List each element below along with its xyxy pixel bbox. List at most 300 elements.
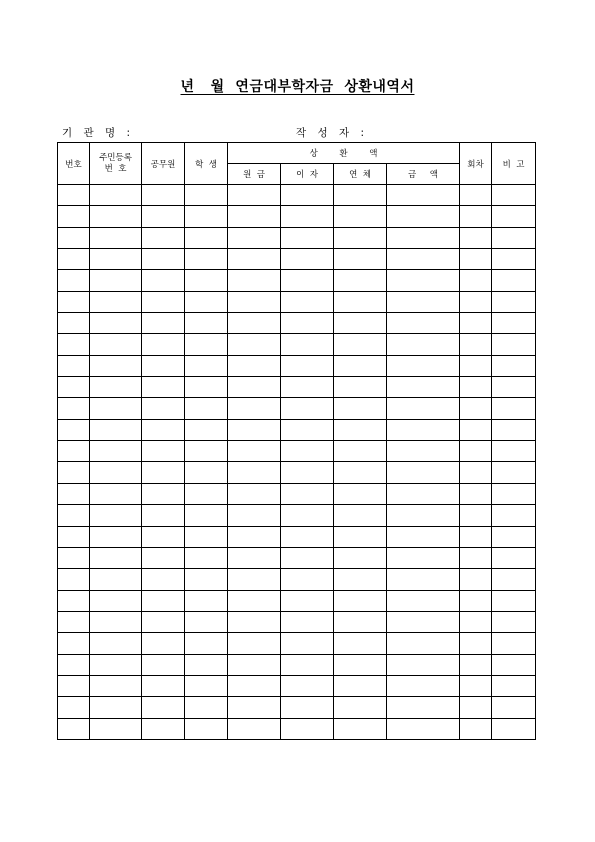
cell-interest <box>281 590 334 611</box>
cell-installment <box>460 185 492 206</box>
cell-civil-servant <box>142 313 185 334</box>
cell-civil-servant <box>142 227 185 248</box>
table-row <box>58 441 536 462</box>
table-row <box>58 227 536 248</box>
cell-amount <box>387 291 460 312</box>
cell-installment <box>460 718 492 739</box>
cell-number <box>58 419 90 440</box>
cell-principal <box>228 419 281 440</box>
cell-interest <box>281 355 334 376</box>
cell-overdue <box>334 398 387 419</box>
cell-resident-number <box>90 483 142 504</box>
cell-student <box>185 227 228 248</box>
cell-resident-number <box>90 590 142 611</box>
cell-resident-number <box>90 462 142 483</box>
cell-student <box>185 675 228 696</box>
cell-principal <box>228 697 281 718</box>
cell-resident-number <box>90 526 142 547</box>
cell-installment <box>460 526 492 547</box>
cell-civil-servant <box>142 206 185 227</box>
cell-resident-number <box>90 355 142 376</box>
header-student: 학 생 <box>185 143 228 185</box>
cell-interest <box>281 718 334 739</box>
table-row <box>58 590 536 611</box>
cell-installment <box>460 547 492 568</box>
cell-overdue <box>334 441 387 462</box>
cell-overdue <box>334 505 387 526</box>
cell-installment <box>460 462 492 483</box>
cell-amount <box>387 270 460 291</box>
cell-resident-number <box>90 291 142 312</box>
cell-resident-number <box>90 441 142 462</box>
header-remarks: 비 고 <box>492 143 536 185</box>
cell-number <box>58 249 90 270</box>
table-row <box>58 291 536 312</box>
cell-remarks <box>492 313 536 334</box>
cell-principal <box>228 590 281 611</box>
organization-name-label: 기 관 명 : <box>62 127 134 139</box>
cell-principal <box>228 505 281 526</box>
cell-principal <box>228 526 281 547</box>
cell-remarks <box>492 590 536 611</box>
table-body <box>58 185 536 740</box>
cell-number <box>58 334 90 355</box>
cell-civil-servant <box>142 505 185 526</box>
cell-remarks <box>492 654 536 675</box>
table-row <box>58 270 536 291</box>
cell-remarks <box>492 441 536 462</box>
cell-resident-number <box>90 313 142 334</box>
cell-amount <box>387 398 460 419</box>
cell-student <box>185 313 228 334</box>
cell-remarks <box>492 206 536 227</box>
cell-overdue <box>334 419 387 440</box>
cell-resident-number <box>90 718 142 739</box>
table-row <box>58 185 536 206</box>
cell-amount <box>387 377 460 398</box>
cell-civil-servant <box>142 249 185 270</box>
cell-civil-servant <box>142 185 185 206</box>
cell-principal <box>228 462 281 483</box>
cell-amount <box>387 419 460 440</box>
cell-student <box>185 462 228 483</box>
cell-student <box>185 270 228 291</box>
cell-student <box>185 291 228 312</box>
cell-interest <box>281 419 334 440</box>
cell-civil-servant <box>142 419 185 440</box>
cell-interest <box>281 398 334 419</box>
cell-resident-number <box>90 270 142 291</box>
cell-installment <box>460 611 492 632</box>
cell-student <box>185 398 228 419</box>
cell-principal <box>228 483 281 504</box>
cell-amount <box>387 569 460 590</box>
cell-resident-number <box>90 675 142 696</box>
cell-principal <box>228 206 281 227</box>
cell-remarks <box>492 697 536 718</box>
table-row <box>58 569 536 590</box>
cell-resident-number <box>90 377 142 398</box>
cell-remarks <box>492 526 536 547</box>
cell-resident-number <box>90 654 142 675</box>
cell-principal <box>228 227 281 248</box>
cell-interest <box>281 206 334 227</box>
cell-amount <box>387 633 460 654</box>
cell-installment <box>460 675 492 696</box>
cell-resident-number <box>90 697 142 718</box>
cell-civil-servant <box>142 633 185 654</box>
cell-student <box>185 355 228 376</box>
cell-interest <box>281 313 334 334</box>
cell-remarks <box>492 398 536 419</box>
cell-interest <box>281 611 334 632</box>
cell-number <box>58 462 90 483</box>
cell-overdue <box>334 590 387 611</box>
cell-student <box>185 206 228 227</box>
header-amount: 금 액 <box>387 164 460 185</box>
cell-number <box>58 227 90 248</box>
cell-number <box>58 718 90 739</box>
cell-student <box>185 590 228 611</box>
cell-student <box>185 419 228 440</box>
cell-student <box>185 569 228 590</box>
cell-amount <box>387 675 460 696</box>
table-row <box>58 547 536 568</box>
cell-number <box>58 313 90 334</box>
table-row <box>58 505 536 526</box>
cell-overdue <box>334 227 387 248</box>
cell-principal <box>228 633 281 654</box>
cell-civil-servant <box>142 590 185 611</box>
table-row <box>58 355 536 376</box>
cell-installment <box>460 505 492 526</box>
cell-amount <box>387 206 460 227</box>
cell-civil-servant <box>142 270 185 291</box>
table-row <box>58 398 536 419</box>
cell-student <box>185 483 228 504</box>
cell-resident-number <box>90 249 142 270</box>
cell-installment <box>460 291 492 312</box>
cell-overdue <box>334 462 387 483</box>
cell-overdue <box>334 249 387 270</box>
cell-installment <box>460 633 492 654</box>
cell-overdue <box>334 718 387 739</box>
cell-resident-number <box>90 633 142 654</box>
cell-overdue <box>334 185 387 206</box>
cell-student <box>185 547 228 568</box>
cell-civil-servant <box>142 441 185 462</box>
header-resident-line-2: 번 호 <box>104 163 127 174</box>
cell-amount <box>387 355 460 376</box>
cell-amount <box>387 185 460 206</box>
cell-interest <box>281 185 334 206</box>
cell-interest <box>281 441 334 462</box>
table-row <box>58 334 536 355</box>
cell-remarks <box>492 718 536 739</box>
cell-remarks <box>492 505 536 526</box>
cell-number <box>58 483 90 504</box>
cell-installment <box>460 227 492 248</box>
cell-interest <box>281 291 334 312</box>
cell-principal <box>228 334 281 355</box>
cell-student <box>185 185 228 206</box>
cell-interest <box>281 526 334 547</box>
cell-interest <box>281 227 334 248</box>
cell-amount <box>387 249 460 270</box>
repayment-table <box>57 142 536 740</box>
cell-remarks <box>492 355 536 376</box>
cell-civil-servant <box>142 334 185 355</box>
cell-resident-number <box>90 334 142 355</box>
cell-interest <box>281 675 334 696</box>
cell-overdue <box>334 206 387 227</box>
cell-principal <box>228 185 281 206</box>
cell-installment <box>460 270 492 291</box>
cell-interest <box>281 462 334 483</box>
cell-overdue <box>334 633 387 654</box>
cell-principal <box>228 313 281 334</box>
cell-student <box>185 334 228 355</box>
cell-student <box>185 654 228 675</box>
cell-principal <box>228 547 281 568</box>
cell-principal <box>228 441 281 462</box>
table-row <box>58 206 536 227</box>
cell-number <box>58 377 90 398</box>
cell-amount <box>387 611 460 632</box>
cell-student <box>185 441 228 462</box>
cell-interest <box>281 569 334 590</box>
header-principal: 원 금 <box>228 164 281 185</box>
cell-number <box>58 441 90 462</box>
cell-principal <box>228 398 281 419</box>
cell-remarks <box>492 419 536 440</box>
cell-amount <box>387 526 460 547</box>
cell-remarks <box>492 483 536 504</box>
cell-overdue <box>334 611 387 632</box>
cell-installment <box>460 206 492 227</box>
cell-number <box>58 505 90 526</box>
cell-amount <box>387 718 460 739</box>
cell-number <box>58 270 90 291</box>
author-label: 작 성 자 : <box>296 127 368 139</box>
cell-amount <box>387 441 460 462</box>
cell-installment <box>460 441 492 462</box>
cell-civil-servant <box>142 398 185 419</box>
cell-interest <box>281 249 334 270</box>
cell-resident-number <box>90 611 142 632</box>
cell-interest <box>281 654 334 675</box>
cell-interest <box>281 334 334 355</box>
cell-principal <box>228 377 281 398</box>
cell-civil-servant <box>142 526 185 547</box>
header-interest: 이 자 <box>281 164 334 185</box>
table-row <box>58 675 536 696</box>
cell-interest <box>281 633 334 654</box>
cell-overdue <box>334 526 387 547</box>
table-row <box>58 526 536 547</box>
cell-resident-number <box>90 206 142 227</box>
cell-amount <box>387 227 460 248</box>
cell-resident-number <box>90 185 142 206</box>
cell-remarks <box>492 675 536 696</box>
table-row <box>58 718 536 739</box>
cell-civil-servant <box>142 611 185 632</box>
cell-resident-number <box>90 505 142 526</box>
cell-principal <box>228 611 281 632</box>
table-header-row-1 <box>58 143 536 164</box>
header-number: 번호 <box>58 143 90 185</box>
cell-remarks <box>492 249 536 270</box>
cell-remarks <box>492 270 536 291</box>
cell-overdue <box>334 654 387 675</box>
cell-resident-number <box>90 547 142 568</box>
cell-remarks <box>492 334 536 355</box>
cell-principal <box>228 569 281 590</box>
cell-civil-servant <box>142 291 185 312</box>
cell-number <box>58 398 90 419</box>
table-row <box>58 654 536 675</box>
cell-number <box>58 185 90 206</box>
cell-overdue <box>334 483 387 504</box>
cell-number <box>58 611 90 632</box>
cell-student <box>185 249 228 270</box>
cell-number <box>58 697 90 718</box>
cell-civil-servant <box>142 483 185 504</box>
header-installment: 회차 <box>460 143 492 185</box>
cell-installment <box>460 697 492 718</box>
cell-civil-servant <box>142 718 185 739</box>
cell-student <box>185 697 228 718</box>
cell-amount <box>387 313 460 334</box>
cell-civil-servant <box>142 675 185 696</box>
cell-installment <box>460 419 492 440</box>
cell-student <box>185 718 228 739</box>
cell-principal <box>228 718 281 739</box>
cell-amount <box>387 462 460 483</box>
header-resident-line-1: 주민등록 <box>99 152 132 163</box>
cell-principal <box>228 675 281 696</box>
cell-civil-servant <box>142 355 185 376</box>
cell-student <box>185 611 228 632</box>
cell-installment <box>460 483 492 504</box>
cell-overdue <box>334 313 387 334</box>
cell-number <box>58 355 90 376</box>
cell-number <box>58 654 90 675</box>
cell-student <box>185 526 228 547</box>
cell-remarks <box>492 633 536 654</box>
cell-interest <box>281 505 334 526</box>
cell-resident-number <box>90 569 142 590</box>
cell-overdue <box>334 377 387 398</box>
table-row <box>58 633 536 654</box>
cell-amount <box>387 697 460 718</box>
cell-overdue <box>334 355 387 376</box>
cell-number <box>58 526 90 547</box>
cell-resident-number <box>90 398 142 419</box>
document-title-text: 년 월 연금대부학자금 상환내역서 <box>180 79 415 95</box>
table-row <box>58 462 536 483</box>
cell-remarks <box>492 547 536 568</box>
cell-amount <box>387 334 460 355</box>
cell-overdue <box>334 291 387 312</box>
cell-overdue <box>334 569 387 590</box>
cell-remarks <box>492 462 536 483</box>
cell-civil-servant <box>142 377 185 398</box>
cell-civil-servant <box>142 569 185 590</box>
cell-interest <box>281 697 334 718</box>
cell-installment <box>460 249 492 270</box>
cell-remarks <box>492 227 536 248</box>
cell-student <box>185 633 228 654</box>
header-repayment-amount: 상 환 액 <box>228 143 460 164</box>
cell-principal <box>228 355 281 376</box>
cell-remarks <box>492 291 536 312</box>
cell-installment <box>460 377 492 398</box>
cell-installment <box>460 313 492 334</box>
table-row <box>58 377 536 398</box>
cell-resident-number <box>90 227 142 248</box>
cell-civil-servant <box>142 654 185 675</box>
table-row <box>58 697 536 718</box>
cell-amount <box>387 654 460 675</box>
cell-principal <box>228 291 281 312</box>
cell-number <box>58 206 90 227</box>
cell-principal <box>228 249 281 270</box>
cell-remarks <box>492 185 536 206</box>
cell-overdue <box>334 697 387 718</box>
table-row <box>58 249 536 270</box>
cell-resident-number <box>90 419 142 440</box>
cell-amount <box>387 547 460 568</box>
table-row <box>58 483 536 504</box>
cell-number <box>58 590 90 611</box>
document-title <box>0 76 595 96</box>
cell-civil-servant <box>142 697 185 718</box>
table-row <box>58 313 536 334</box>
cell-student <box>185 505 228 526</box>
cell-interest <box>281 270 334 291</box>
table-row <box>58 419 536 440</box>
cell-remarks <box>492 377 536 398</box>
cell-civil-servant <box>142 547 185 568</box>
table-row <box>58 611 536 632</box>
cell-installment <box>460 590 492 611</box>
cell-overdue <box>334 675 387 696</box>
cell-interest <box>281 547 334 568</box>
cell-overdue <box>334 547 387 568</box>
cell-number <box>58 569 90 590</box>
cell-student <box>185 377 228 398</box>
cell-number <box>58 291 90 312</box>
cell-installment <box>460 334 492 355</box>
cell-remarks <box>492 611 536 632</box>
cell-remarks <box>492 569 536 590</box>
cell-number <box>58 675 90 696</box>
cell-principal <box>228 270 281 291</box>
cell-installment <box>460 654 492 675</box>
cell-number <box>58 547 90 568</box>
cell-installment <box>460 355 492 376</box>
cell-number <box>58 633 90 654</box>
cell-installment <box>460 398 492 419</box>
cell-amount <box>387 483 460 504</box>
cell-overdue <box>334 334 387 355</box>
cell-amount <box>387 505 460 526</box>
cell-interest <box>281 377 334 398</box>
cell-interest <box>281 483 334 504</box>
cell-civil-servant <box>142 462 185 483</box>
cell-principal <box>228 654 281 675</box>
